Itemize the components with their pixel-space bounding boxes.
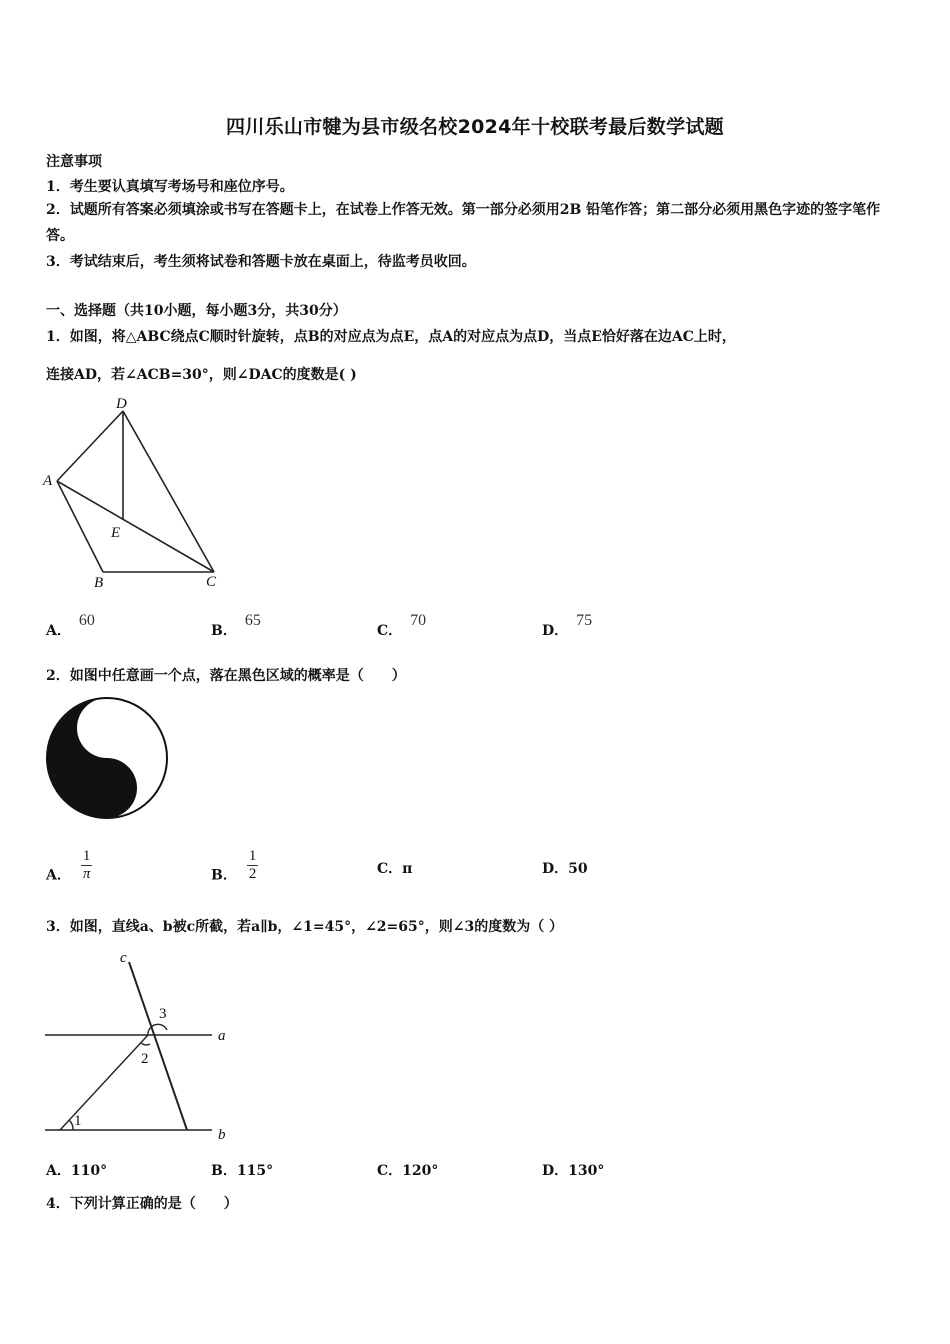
angle-label-3: 3 — [159, 1006, 167, 1022]
q3-option-d[interactable]: D．130° — [542, 1163, 605, 1179]
label-B: B — [94, 575, 104, 591]
label-c: c — [120, 950, 127, 966]
q3-text: 3．如图，直线a、b被c所截，若a∥b，∠1=45°，∠2=65°，则∠3的度数为（ ） — [46, 919, 564, 935]
notice-item-3: 3．考试结束后，考生须将试卷和答题卡放在桌面上，待监考员收回。 — [46, 254, 476, 270]
q2-option-c[interactable]: C．π — [377, 861, 413, 877]
notice-heading: 注意事项 — [46, 154, 102, 170]
q1-text-line2: 连接AD，若∠ACB=30°，则∠DAC的度数是( ) — [46, 367, 357, 383]
label-D: D — [116, 396, 127, 412]
q1-option-b[interactable]: B．65 — [211, 612, 261, 639]
q1-text-line1: 1．如图，将△ABC绕点C顺时针旋转，点B的对应点为点E，点A的对应点为点D，当点E恰好落在边AC上时， — [46, 329, 736, 345]
q4-text: 4．下列计算正确的是（ ） — [46, 1196, 238, 1212]
q3-option-c[interactable]: C．120° — [377, 1163, 439, 1179]
angle-label-2: 2 — [141, 1051, 149, 1067]
q1-triangle-figure — [40, 392, 230, 592]
yin-yang-figure — [44, 695, 170, 821]
segment-AD — [57, 411, 123, 481]
label-b: b — [218, 1127, 226, 1143]
q2-option-d[interactable]: D．50 — [542, 861, 588, 877]
angle-1-arc — [69, 1120, 73, 1130]
label-E: E — [111, 525, 121, 541]
q1-option-a[interactable]: A．60 — [46, 612, 95, 639]
page-title: 四川乐山市犍为县市级名校2024年十校联考最后数学试题 — [226, 116, 724, 138]
q3-option-a[interactable]: A．110° — [46, 1163, 108, 1179]
q1-option-c[interactable]: C．70 — [377, 612, 427, 639]
section-heading: 一、选择题（共10小题，每小题3分，共30分） — [46, 303, 347, 319]
angle-2-arc — [141, 1043, 150, 1045]
label-C: C — [206, 574, 217, 590]
label-a: a — [218, 1028, 226, 1044]
q1-option-d[interactable]: D．75 — [542, 612, 593, 639]
q3-parallel-lines-figure — [40, 948, 240, 1148]
q2-text: 2．如图中任意画一个点，落在黑色区域的概率是（ ） — [46, 668, 406, 684]
notice-item-2: 2．试题所有答案必须填涂或书写在答题卡上，在试卷上作答无效。第一部分必须用2B 铅笔作答；第二部分必须用黑色字迹的签字笔作答。 — [46, 202, 881, 244]
segment-DC — [123, 411, 214, 572]
q3-option-b[interactable]: B．115° — [211, 1163, 274, 1179]
notice-item-1: 1．考生要认真填写考场号和座位序号。 — [46, 179, 294, 195]
label-A: A — [43, 473, 53, 489]
q2-option-b[interactable]: B． $\frac{1}{2}$ — [211, 848, 257, 884]
angle-label-1: 1 — [74, 1113, 82, 1129]
q2-option-a[interactable]: A． $\frac{1}{\pi}$ — [46, 848, 91, 884]
